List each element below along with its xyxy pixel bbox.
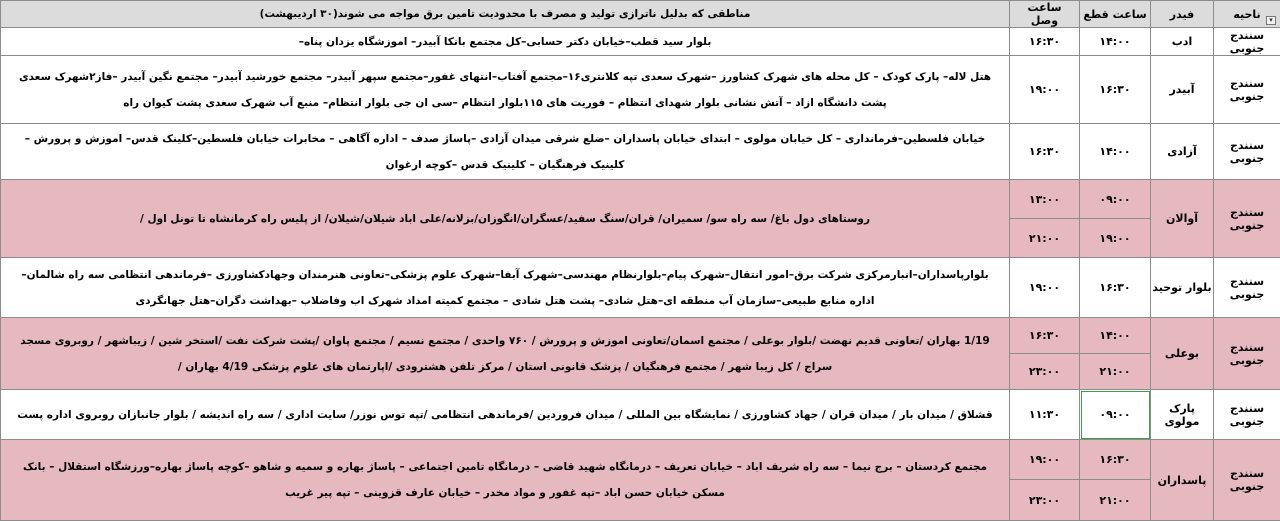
- feeder-cell: پارک مولوی: [1151, 390, 1214, 440]
- feeder-cell: آوالان: [1151, 180, 1214, 258]
- connect-time-column-header: ساعت وصل: [1010, 1, 1080, 28]
- cut-time-cell: ۱۶:۳۰: [1080, 258, 1151, 318]
- cut-time-cell: ۱۶:۳۰: [1080, 56, 1151, 124]
- affected-areas-cell: بلوار سید قطب–خیابان دکتر حسابی–کل مجتمع بانکا آبیدر– اموزشگاه یزدان پناه–: [1, 28, 1010, 56]
- feeder-cell: بلوار توحید: [1151, 258, 1214, 318]
- table-row: [1, 124, 1280, 180]
- connect-time-cell: ۱۹:۰۰: [1010, 440, 1080, 480]
- table-row: [1, 56, 1280, 124]
- region-cell: سنندج جنوبی: [1214, 318, 1280, 390]
- connect-time-cell: ۱۶:۳۰: [1010, 124, 1080, 180]
- filter-dropdown-icon[interactable]: ▾: [1266, 16, 1276, 25]
- feeder-cell: ادب: [1151, 28, 1214, 56]
- table-row: [1, 318, 1280, 354]
- affected-areas-cell: مجتمع کردستان – برج نیما – سه راه شریف اباد – خیابان تعریف – درمانگاه شهید قاضی – درمانگاه تامین اجتماعی – پاساژ بهاره و سمیه و شاهو –کوچه پاساژ بهاره–ورزشگاه استقلال – بانک مسکن خیابان حسن اباد –تپه غفور و مواد مخدر – خیابان عارف قزوینی – تپه پیر غریب: [1, 440, 1010, 521]
- region-cell: سنندج جنوبی: [1214, 440, 1280, 521]
- cut-time-cell-selected[interactable]: ۰۹:۰۰: [1080, 390, 1151, 440]
- feeder-cell: پاسداران: [1151, 440, 1214, 521]
- table-row: [1, 440, 1280, 480]
- cut-time-cell: ۲۱:۰۰: [1080, 354, 1151, 390]
- region-cell: سنندج جنوبی: [1214, 258, 1280, 318]
- table-row: [1, 390, 1280, 440]
- affected-areas-cell: قشلاق / میدان بار / میدان قران / جهاد کشاورزی / نمایشگاه بین المللی / میدان فروردین /فرماندهی انتظامی /تپه توس نوزر/ سایت اداری / سه راه اندیشه / بلوار جانبازان روبروی اداره پست: [1, 390, 1010, 440]
- cut-time-cell: ۲۱:۰۰: [1080, 480, 1151, 521]
- affected-areas-cell: روستاهای دول باغ/ سه راه سو/ سمیران/ قران/سنگ سفید/عسگران/انگوزان/بزلانه/علی اباد شیلان/شیلان/ از پلیس راه کرمانشاه تا تونل اول /: [1, 180, 1010, 258]
- table-row: [1, 258, 1280, 318]
- cut-time-column-header: ساعت قطع: [1080, 1, 1151, 28]
- feeder-cell: آبیدر: [1151, 56, 1214, 124]
- table-row: [1, 180, 1280, 219]
- connect-time-cell: ۲۳:۰۰: [1010, 480, 1080, 521]
- region-cell: سنندج جنوبی: [1214, 180, 1280, 258]
- region-cell: سنندج جنوبی: [1214, 390, 1280, 440]
- cut-time-cell: ۱۹:۰۰: [1080, 219, 1151, 258]
- region-cell: سنندج جنوبی: [1214, 56, 1280, 124]
- cut-time-cell: ۰۹:۰۰: [1080, 180, 1151, 219]
- affected-areas-cell: بلوارپاسداران–انبارمرکزی شرکت برق–امور انتقال–شهرک پیام–بلوارنظام مهندسی–شهرک آبفا–شهرک علوم پزشکی–تعاونی هنرمندان وجهادکشاورزی –فرماندهی انتظامی سه راه شالمان–اداره منابع طبیعی–سازمان آب منطقه ای–هتل شادی– پشت هتل شادی – مجتمع کمیته امداد شهرک اب وفاضلاب –بهداشت دگران–هتل جهانگردی: [1, 258, 1010, 318]
- connect-time-cell: ۱۶:۳۰: [1010, 318, 1080, 354]
- region-header-label: ناحیه: [1233, 8, 1260, 21]
- connect-time-cell: ۱۹:۰۰: [1010, 56, 1080, 124]
- connect-time-cell: ۱۱:۳۰: [1010, 390, 1080, 440]
- region-cell: سنندج جنوبی: [1214, 28, 1280, 56]
- affected-areas-cell: هتل لاله– پارک کودک – کل محله های شهرک کشاورز –شهرک سعدی تپه کلانتری۱۶–مجتمع آفتاب–انتهای غفور–مجتمع سپهر آبیدر– مجتمع خورشید آبیدر– مجتمع نگین آبیدر –فاز۲شهرک سعدی پشت دانشگاه ازاد – آتش نشانی بلوار شهدای انتظام – فوریت های ۱۱۵بلوار انتظام –سی ان جی بلوار انتظام– منبع آب شهرک سعدی پشت کیوان راه: [1, 56, 1010, 124]
- feeder-cell: آزادی: [1151, 124, 1214, 180]
- connect-time-cell: ۲۳:۰۰: [1010, 354, 1080, 390]
- affected-areas-cell: 1/19 بهاران /تعاونی قدیم نهضت /بلوار بوعلی / مجتمع اسمان/تعاونی اموزش و پرورش / ۷۶۰ واحدی / مجتمع نسیم / مجتمع پاوان /پشت شرکت نفت /استخر شین / زیباشهر / روبروی مسجد سراج / کل زیبا شهر / مجتمع فرهنگیان / پزشک قانونی استان / مرکز تلفن هشترودی /اپارتمان های علوم پزشکی 4/19 بهاران /: [1, 318, 1010, 390]
- feeder-column-header: فیدر: [1151, 1, 1214, 28]
- region-column-header[interactable]: [1214, 1, 1280, 28]
- connect-time-cell: ۱۳:۰۰: [1010, 180, 1080, 219]
- connect-time-cell: ۲۱:۰۰: [1010, 219, 1080, 258]
- region-cell: سنندج جنوبی: [1214, 124, 1280, 180]
- cut-time-cell: ۱۴:۰۰: [1080, 28, 1151, 56]
- connect-time-cell: ۱۶:۳۰: [1010, 28, 1080, 56]
- table-title: مناطقی که بدلیل ناترازی تولید و مصرف با محدودیت تامین برق مواجه می شوند(۳۰ اردیبهشت): [1, 1, 1010, 28]
- connect-time-cell: ۱۹:۰۰: [1010, 258, 1080, 318]
- feeder-cell: بوعلی: [1151, 318, 1214, 390]
- cut-time-cell: ۱۴:۰۰: [1080, 318, 1151, 354]
- table-row: [1, 28, 1280, 56]
- cut-time-cell: ۱۴:۰۰: [1080, 124, 1151, 180]
- cut-time-cell: ۱۶:۳۰: [1080, 440, 1151, 480]
- header-row: [1, 1, 1280, 28]
- affected-areas-cell: خیابان فلسطین–فرمانداری – کل خیابان مولوی – ابتدای خیابان پاسداران –ضلع شرقی میدان آزادی –پاساژ صدف – اداره آگاهی – مخابرات خیابان فلسطین–کلینک قدس– اموزش و پرورش – کلینیک فرهنگیان – کلینیک قدس –کوچه ارغوان: [1, 124, 1010, 180]
